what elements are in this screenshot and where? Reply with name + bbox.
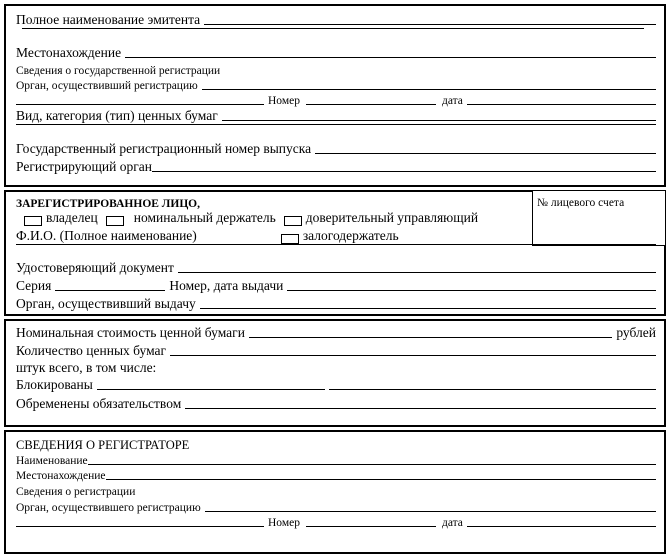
registrar-reg-body-field[interactable] xyxy=(205,511,656,512)
number-date-row xyxy=(16,94,656,108)
currency-label: рублей xyxy=(616,325,656,340)
number-label: Номер xyxy=(268,95,300,107)
registered-person-title: ЗАРЕГИСТРИРОВАННОЕ ЛИЦО, xyxy=(16,198,200,210)
registrar-number-label: Номер xyxy=(268,517,300,529)
number-date-label: Номер, дата выдачи xyxy=(169,278,284,293)
owner-label: владелец xyxy=(46,210,98,225)
issuer-full-name-row xyxy=(16,12,656,28)
registrar-title-row xyxy=(16,438,656,452)
id-doc-label: Удостоверяющий документ xyxy=(16,260,174,275)
pieces-total-label: штук всего, в том числе: xyxy=(16,360,157,375)
issuer-location-row xyxy=(16,45,656,61)
registered-person-section xyxy=(4,190,666,316)
nominee-checkbox[interactable] xyxy=(106,216,124,226)
state-registration-label: Сведения о государственной регистрации xyxy=(16,65,221,77)
registrar-location-field[interactable] xyxy=(106,479,656,480)
trustee-checkbox[interactable] xyxy=(284,216,302,226)
trustee-label: доверительный управляющий xyxy=(305,210,479,225)
registrar-reg-body-label: Орган, осуществившего регистрацию xyxy=(16,502,201,514)
registered-full-name-label: Ф.И.О. (Полное наименование) xyxy=(16,228,197,243)
reg-body-field[interactable] xyxy=(202,89,656,90)
account-number-label: № лицевого счета xyxy=(537,197,625,209)
registered-full-name-field[interactable] xyxy=(16,244,656,245)
reg-body-row xyxy=(16,79,656,93)
registrar-date-label: дата xyxy=(441,517,463,529)
issued-by-field[interactable] xyxy=(200,308,656,309)
number-field[interactable] xyxy=(306,104,436,105)
registered-person-title-row xyxy=(16,197,656,211)
pledgee-label: залогодержатель xyxy=(302,228,399,243)
state-registration-row xyxy=(16,64,656,78)
series-row xyxy=(16,278,656,294)
issuer-full-name-field[interactable] xyxy=(204,24,656,25)
issuer-section xyxy=(4,4,666,187)
registrar-location-row xyxy=(16,469,656,483)
nominal-value-row xyxy=(16,325,656,341)
registrar-title: СВЕДЕНИЯ О РЕГИСТРАТОРЕ xyxy=(16,438,190,452)
full-name-row xyxy=(16,228,656,244)
nominee-label: номинальный держатель xyxy=(133,210,276,225)
encumbered-field[interactable] xyxy=(185,408,656,409)
security-type-row xyxy=(16,108,656,124)
blocked-field[interactable] xyxy=(97,389,325,390)
registrar-number-date-row xyxy=(16,516,656,530)
security-type-field-2[interactable] xyxy=(16,124,656,125)
encumbered-label: Обременены обязательством xyxy=(16,396,182,411)
reg-body-field-2[interactable] xyxy=(16,104,264,105)
quantity-row xyxy=(16,343,656,359)
state-reg-number-label: Государственный регистрационный номер выпуска xyxy=(16,141,312,156)
registrar-name-field[interactable] xyxy=(88,464,656,465)
owner-checkbox[interactable] xyxy=(24,216,42,226)
reg-body-label: Орган, осуществивший регистрацию xyxy=(16,80,198,92)
series-field[interactable] xyxy=(55,290,165,291)
number-date-field[interactable] xyxy=(287,290,656,291)
date-label: дата xyxy=(441,95,463,107)
registrar-reg-info-label: Сведения о регистрации xyxy=(16,486,136,498)
blocked-field-2[interactable] xyxy=(329,389,656,390)
pieces-total-row xyxy=(16,360,656,376)
blocked-label: Блокированы xyxy=(16,377,93,392)
full-name-line-row xyxy=(16,244,656,248)
quantity-label: Количество ценных бумаг xyxy=(16,343,167,358)
pledgee-checkbox[interactable] xyxy=(281,234,299,244)
registrar-reg-body-row xyxy=(16,501,656,515)
registrar-name-row xyxy=(16,454,656,468)
registrar-name-label: Наименование xyxy=(16,455,88,467)
id-doc-row xyxy=(16,260,656,276)
registering-body-label: Регистрирующий орган xyxy=(16,159,152,174)
nominal-value-label: Номинальная стоимость ценной бумаги xyxy=(16,325,245,340)
registrar-section xyxy=(4,430,666,554)
blocked-row xyxy=(16,377,656,393)
holder-type-row xyxy=(20,210,656,226)
registrar-location-label: Местонахождение xyxy=(16,470,106,482)
series-label: Серия xyxy=(16,278,52,293)
issuer-row xyxy=(16,296,656,312)
state-reg-number-field[interactable] xyxy=(315,153,656,154)
issued-by-label: Орган, осуществивший выдачу xyxy=(16,296,196,311)
id-doc-field[interactable] xyxy=(178,272,656,273)
registrar-number-field[interactable] xyxy=(306,526,436,527)
security-type-label: Вид, категория (тип) ценных бумаг xyxy=(16,108,218,123)
registrar-reg-info-row xyxy=(16,485,656,499)
nominal-value-field[interactable] xyxy=(249,337,612,338)
security-type-field[interactable] xyxy=(222,120,656,121)
issuer-location-label: Местонахождение xyxy=(16,45,122,60)
date-field[interactable] xyxy=(467,104,656,105)
issuer-full-name-field-2[interactable] xyxy=(22,28,644,29)
issuer-location-field[interactable] xyxy=(125,57,656,58)
security-type-row-2 xyxy=(16,124,656,128)
registering-body-field[interactable] xyxy=(152,171,656,172)
registering-body-row xyxy=(16,159,656,175)
quantity-field[interactable] xyxy=(170,355,656,356)
encumbered-row xyxy=(16,396,656,412)
registrar-date-field[interactable] xyxy=(467,526,656,527)
issuer-full-name-label: Полное наименование эмитента xyxy=(16,12,201,27)
state-reg-number-row xyxy=(16,141,656,157)
securities-section xyxy=(4,319,666,427)
registrar-reg-body-field-2[interactable] xyxy=(16,526,264,527)
issuer-full-name-row-2 xyxy=(22,28,644,32)
